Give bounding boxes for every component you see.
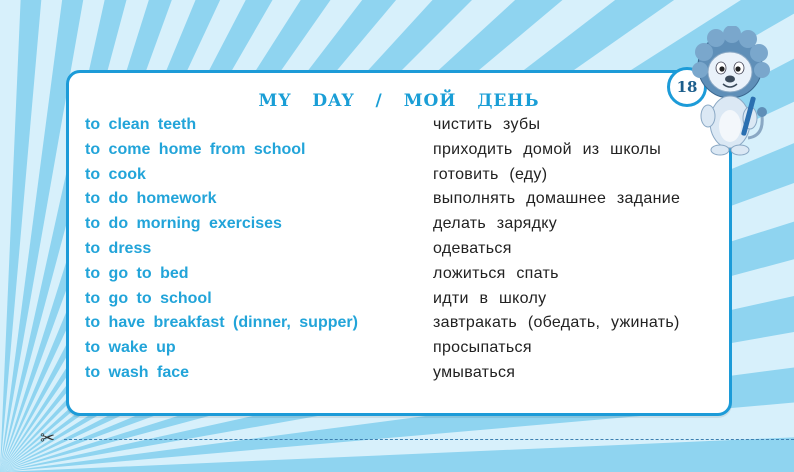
- title-ru-2: ДЕНЬ: [477, 91, 540, 111]
- vocabulary-row: [85, 141, 715, 166]
- english-phrase: to come home from school: [85, 140, 306, 158]
- russian-translation: умываться: [433, 363, 516, 381]
- vocabulary-row: [85, 240, 715, 265]
- vocabulary-row: [85, 339, 715, 364]
- russian-translation: одеваться: [433, 239, 512, 257]
- russian-translation: приходить домой из школы: [433, 140, 662, 158]
- english-phrase: to go to school: [85, 289, 212, 307]
- vocabulary-row: [85, 364, 715, 389]
- vocabulary-card: [66, 70, 732, 416]
- vocabulary-row: [85, 290, 715, 315]
- english-phrase: to do morning exercises: [85, 215, 282, 233]
- english-phrase: to dress: [85, 239, 152, 257]
- vocabulary-row: [85, 190, 715, 215]
- russian-translation: готовить (еду): [433, 165, 548, 183]
- vocabulary-row: [85, 215, 715, 240]
- russian-translation: ложиться спать: [433, 264, 559, 282]
- english-phrase: to wake up: [85, 339, 176, 357]
- english-phrase: to wash face: [85, 363, 190, 381]
- russian-translation: чистить зубы: [433, 116, 541, 133]
- english-phrase: to cook: [85, 165, 146, 183]
- vocabulary-list: [85, 116, 715, 389]
- english-phrase: to clean teeth: [85, 116, 197, 133]
- russian-translation: завтракать (обедать, ужинать): [433, 314, 680, 332]
- english-phrase: to do homework: [85, 190, 217, 208]
- vocabulary-row: [85, 116, 715, 141]
- cut-line: [64, 439, 794, 440]
- title-en-1: MY: [258, 91, 292, 111]
- russian-translation: идти в школу: [433, 289, 547, 307]
- page-number-badge: 18: [667, 67, 707, 107]
- card-title: [69, 91, 729, 111]
- title-en-2: DAY: [312, 91, 355, 111]
- scissors-icon: ✂: [40, 428, 56, 449]
- english-phrase: to go to bed: [85, 264, 189, 282]
- vocabulary-row: [85, 166, 715, 191]
- russian-translation: просыпаться: [433, 339, 532, 357]
- lion-mascot-icon: [690, 26, 770, 158]
- russian-translation: делать зарядку: [433, 215, 558, 233]
- title-ru-1: МОЙ: [403, 91, 457, 111]
- vocabulary-row: [85, 314, 715, 339]
- vocabulary-row: [85, 265, 715, 290]
- title-separator: /: [375, 91, 383, 111]
- english-phrase: to have breakfast (dinner, supper): [85, 314, 358, 332]
- russian-translation: выполнять домашнее задание: [433, 190, 681, 208]
